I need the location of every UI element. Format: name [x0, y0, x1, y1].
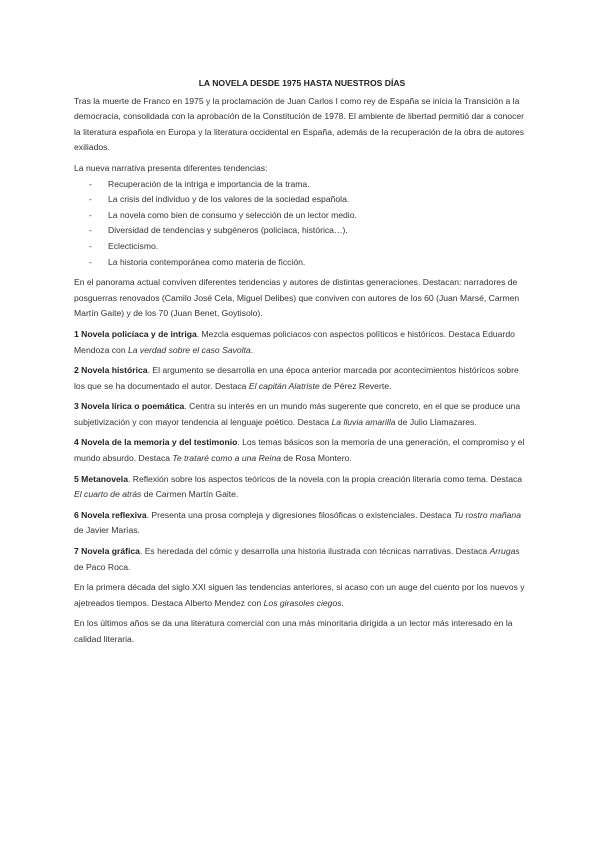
section-author: . [250, 344, 254, 355]
work-title: La lluvia amarilla [331, 416, 396, 427]
list-item: - Diversidad de tendencias y subgéneros (policiaca, histórica…). [74, 223, 530, 239]
section-paragraph [74, 472, 530, 503]
work-title: Arrugas [489, 546, 520, 557]
section-author: de Rosa Montero. [281, 453, 352, 464]
section-heading: 7 Novela gráfica [74, 546, 140, 557]
section-text: . Presenta una prosa compleja y digresiones filosóficas o existenciales. Destaca [146, 509, 454, 520]
tendencias-list [74, 177, 530, 271]
work-title: La verdad sobre el caso Savolta [127, 344, 251, 355]
section-author: de Javier Marías. [74, 525, 140, 536]
section-heading: 5 Metanovela [74, 473, 128, 484]
panorama-paragraph: En el panorama actual conviven diferentes tendencias y autores de distintas generaciones. Destacan: narradores de posguerras renovados (Camilo José Cela, Miguel Delibes) que conviven con autores de los 60 (Juan Marsé, Carmen Martín Gaite) y de los 70 (Juan Benet, Goytisolo). [74, 277, 520, 319]
section-text: . Reflexión sobre los aspectos teóricos de la novela con la propia creación literaria como tema. Destaca [127, 473, 523, 484]
section-text: . Mezcla esquemas policiacos con aspectos políticos e históricos. Destaca Eduardo Mendoza con [74, 328, 515, 355]
section-paragraph [74, 399, 530, 430]
list-item: - La novela como bien de consumo y selección de un lector medio. [74, 208, 530, 224]
section-paragraph [74, 435, 530, 466]
section-heading: 4 Novela de la memoria y del testimonio [74, 437, 238, 448]
section-text: . El argumento se desarrolla en una época anterior marcada por acontecimientos históricos sobre los que se ha documentado el autor. Destaca [74, 365, 519, 391]
section-author: de Paco Roca. [74, 561, 131, 572]
work-title: Los girasoles ciegos [263, 597, 342, 608]
siglo-xxi-text: En la primera década del siglo XXI siguen las tendencias anteriores, si acaso con un auge del cuento por los nuevos y ajetreados tiempos. Destaca Alberto Mendez con [74, 582, 525, 608]
section-paragraph [74, 327, 530, 358]
list-item: - La crisis del individuo y de los valores de la sociedad española. [74, 192, 530, 208]
tendencias-intro: La nueva narrativa presenta diferentes tendencias: [74, 162, 268, 173]
work-title: Tu rostro mañana [453, 509, 521, 520]
work-title: El capitán Alatriste [248, 380, 320, 391]
work-title: El cuarto de atrás [74, 489, 142, 500]
section-paragraph [74, 363, 530, 394]
section-text: . Centra su interés en un mundo más sugerente que concreto, en el que se produce una subjetivización y con mayor tendencia al lenguaje poético. Destaca [74, 401, 521, 427]
section-author: de Julio Llamazares. [395, 416, 477, 427]
intro-paragraph: Tras la muerte de Franco en 1975 y la proclamación de Juan Carlos I como rey de España se inicia la Transición a la democracia, consolidada con la aprobación de la Constitución de 1978. El ambiente de libertad permitió dar a conocer la literatura española en Europa y la literatura occidental en España, además de la recuperación de la obra de autores exiliados. [74, 95, 525, 153]
work-title: Te trataré como a una Reina [172, 453, 282, 464]
document-title: LA NOVELA DESDE 1975 HASTA NUESTROS DÍAS [198, 78, 406, 88]
document-page [74, 76, 530, 653]
section-author: de Carmen Martín Gaite. [141, 489, 239, 500]
section-paragraph [74, 508, 530, 539]
list-item: - Eclecticismo. [74, 239, 530, 255]
section-heading: 1 Novela policíaca y de intriga [74, 328, 197, 339]
section-text: . Los temas básicos son la memoria de una generación, el compromiso y el mundo absurdo. Destaca [74, 437, 525, 464]
section-text: . Es heredada del cómic y desarrolla una historia ilustrada con técnicas narrativas. Destaca [139, 546, 490, 557]
siglo-xxi-paragraph [74, 580, 530, 611]
siglo-xxi-end: . [341, 597, 344, 608]
section-author: de Pérez Reverte. [319, 380, 392, 391]
ultimos-paragraph: En los últimos años se da una literatura comercial con una más minoritaria dirigida a un lector más interesado en la calidad literaria. [74, 618, 513, 644]
section-heading: 2 Novela histórica [74, 365, 148, 376]
list-item: - La historia contemporánea como materia de ficción. [74, 255, 530, 271]
section-heading: 6 Novela reflexiva [74, 509, 147, 520]
section-heading: 3 Novela lírica o poemática [74, 401, 185, 412]
list-item: - Recuperación de la intriga e importancia de la trama. [74, 177, 530, 193]
section-paragraph [74, 544, 530, 575]
